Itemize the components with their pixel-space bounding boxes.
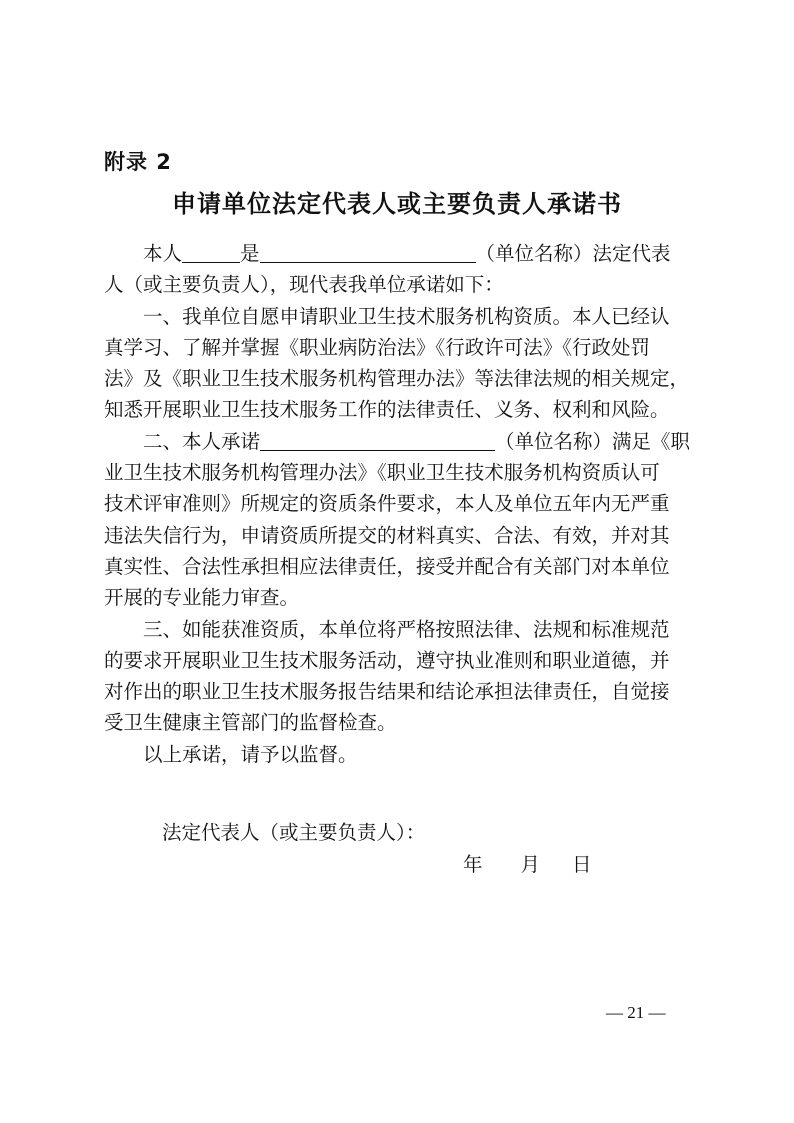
paragraph-3-line: 开展的专业能力审查。 (104, 586, 300, 610)
paragraph-5-line: 以上承诺，请予以监督。 (143, 742, 358, 766)
paragraph-2-line: 一、我单位自愿申请职业卫生技术服务机构资质。本人已经认 (143, 304, 670, 328)
text-segment: 二、本人承诺 (143, 429, 261, 453)
signer-label: 法定代表人（或主要负责人）： (162, 821, 426, 844)
paragraph-1-line-1 (104, 238, 696, 269)
paragraph-2-line: 知悉开展职业卫生技术服务工作的法律责任、义务、权利和风险。 (104, 398, 670, 422)
paragraph-4-line: 的要求开展职业卫生技术服务活动，遵守执业准则和职业道德，并 (104, 648, 670, 672)
paragraph-1-line-2: 人（或主要负责人），现代表我单位承诺如下： (104, 273, 504, 297)
date-year: 年 (463, 853, 483, 876)
paragraph-4-line: 受卫生健康主管部门的监督检查。 (104, 711, 397, 735)
text-segment: （单位名称）满足《职 (495, 429, 691, 453)
document-body (104, 238, 696, 770)
page-number: — 21 — (606, 1003, 666, 1022)
unit-name-blank (260, 240, 476, 263)
date-month: 月 (520, 853, 541, 876)
signature-date (463, 849, 592, 877)
paragraph-3-line: 技术评审准则》所规定的资质条件要求，本人及单位五年内无严重 (104, 492, 670, 516)
text-segment: （单位名称）法定代表 (475, 242, 671, 265)
unit-name-blank (260, 428, 495, 451)
name-blank (182, 240, 240, 263)
paragraph-3-line-1 (104, 426, 696, 457)
paragraph-3-line: 真实性、合法性承担相应法律责任，接受并配合有关部门对本单位 (104, 554, 670, 578)
paragraph-2-line: 法》及《职业卫生技术服务机构管理办法》等法律法规的相关规定， (104, 367, 690, 391)
page-title: 申请单位法定代表人或主要负责人承诺书 (172, 190, 622, 218)
text-segment: 本人 (143, 242, 183, 265)
text-segment: 是 (240, 242, 260, 265)
paragraph-2-line: 真学习、了解并掌握《职业病防治法》《行政许可法》《行政处罚 (104, 335, 651, 359)
date-day: 日 (572, 853, 592, 876)
paragraph-3-line: 业卫生技术服务机构管理办法》《职业卫生技术服务机构资质认可 (104, 461, 660, 485)
appendix-label: 附录 2 (104, 150, 172, 174)
paragraph-4-line: 三、如能获准资质，本单位将严格按照法律、法规和标准规范 (143, 617, 670, 641)
paragraph-3-line: 违法失信行为，申请资质所提交的材料真实、合法、有效，并对其 (104, 523, 670, 547)
paragraph-4-line: 对作出的职业卫生技术服务报告结果和结论承担法律责任，自觉接 (104, 680, 670, 704)
